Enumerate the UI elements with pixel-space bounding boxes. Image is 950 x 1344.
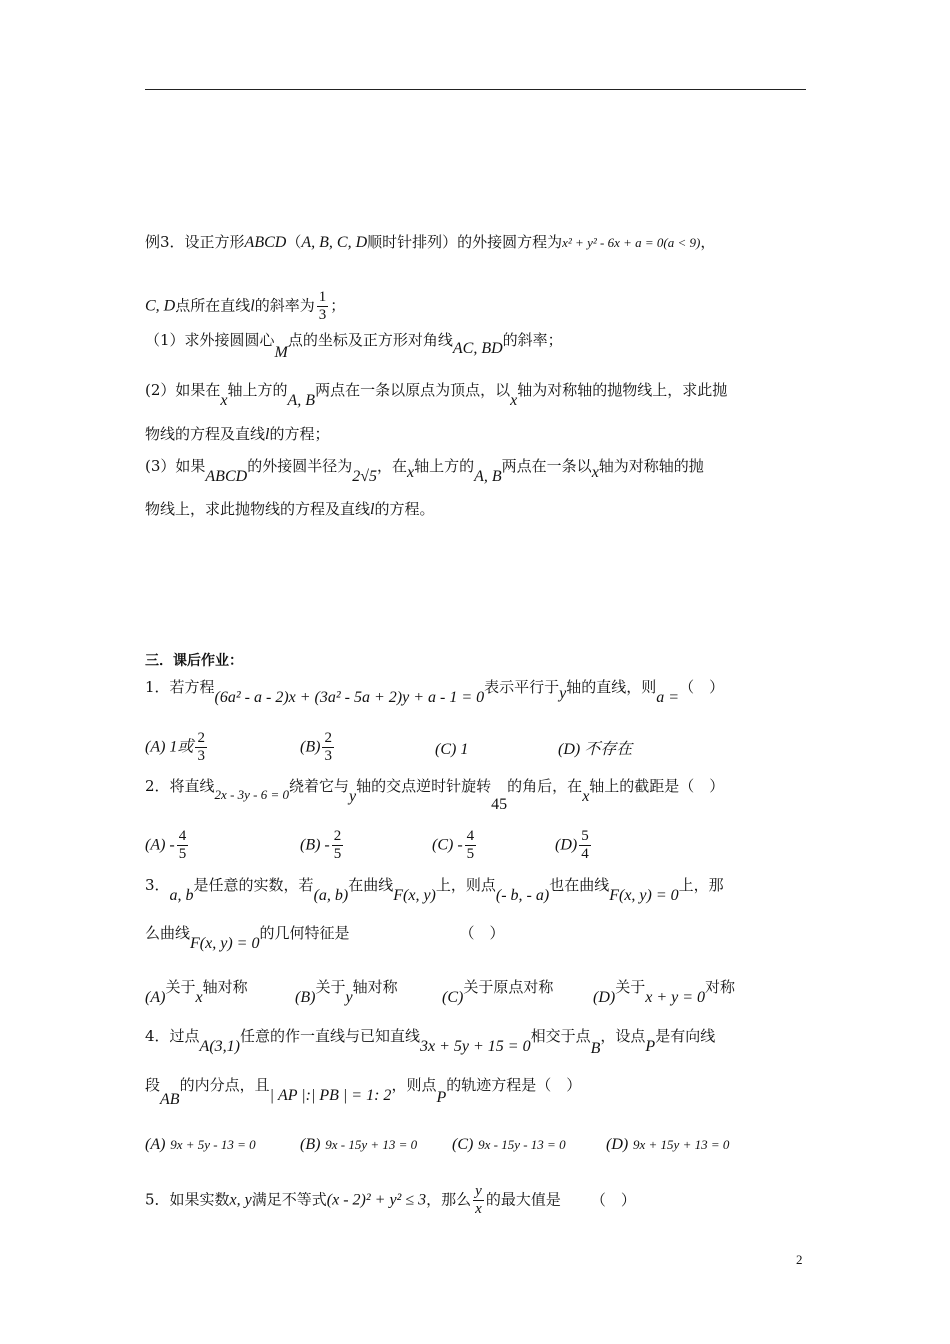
p2-option-c [432,828,478,863]
text: 上，则点 [435,876,496,894]
text: 的斜率为 [254,296,315,315]
page-number: 2 [796,1252,803,1267]
math: y [559,685,567,702]
p1-option-b [300,730,336,765]
label: (D) 不存在 [558,741,633,758]
text: 任意的作一直线与已知直线 [239,1027,420,1045]
example3-q2 [145,379,815,409]
math: A(3,1) [199,1038,240,1055]
p4-option-b [300,1133,417,1156]
math: | AP |:| PB | = 1: 2 [269,1087,392,1104]
text: 关于 [165,978,196,996]
label: (D) [555,836,578,854]
label: (A) - [145,836,175,854]
math: a, b [169,887,194,904]
text: 物线上，求此抛物线的方程及直线 [145,500,371,518]
fraction: $\frac{5}{4}$ [581,828,589,862]
p2-option-a [145,828,190,863]
math: (- b, - a) [495,887,550,904]
text: （ ） [459,924,505,942]
text: ； [330,296,346,315]
math: x + y = 0 [645,989,706,1006]
header-rule [145,89,806,90]
math: a = [656,689,680,706]
math: C, D [145,297,176,315]
text: 么曲线 [145,924,191,942]
math: F(x, y) = 0 [190,935,260,952]
text: 2．将直线 [145,777,215,795]
math: x [591,464,599,481]
text: 5．如果实数 [145,1190,230,1209]
text: 物线的方程及直线 [145,425,266,443]
text: ，则点 [391,1076,437,1094]
p3-option-a [145,976,248,1006]
math: A, B, C, D [301,234,368,251]
text: 点的坐标及正方形对角线 [287,331,453,349]
text: 是有向线 [655,1027,716,1045]
text: 是任意的实数，若 [193,876,314,894]
math: x, y [229,1191,252,1209]
label: (C) 1 [435,741,469,758]
math: 3x + 5y + 15 = 0 [420,1038,531,1055]
problem-5 [145,1183,815,1218]
example3-q3-cont [145,498,815,521]
math: A, B [287,392,316,409]
text: 的最大值是 [485,1190,561,1209]
example3-q1 [145,329,815,361]
text: 两点在一条以原点为顶点，以 [315,381,511,399]
math: ABCD [244,234,287,251]
p3-option-b [295,976,398,1006]
label: (B) [300,1136,321,1153]
text: （1）求外接圆圆心 [145,331,275,349]
p3-option-c [442,976,554,1006]
label: (B) [295,989,316,1006]
label: (C) - [432,836,463,854]
text: 绕着它与 [289,777,350,795]
fraction: $\frac{1}{3}$ [318,289,327,323]
text: 轴上的截距是（ ） [589,777,725,795]
math: x [195,989,203,1006]
math: x [407,464,415,481]
text: 轴为对称轴的抛物线上，求此抛 [517,381,728,399]
text: ，在 [376,457,407,475]
p4-option-c [452,1133,566,1156]
fraction: $\frac{4}{5}$ [466,828,475,862]
text: (3）如果 [145,457,206,475]
text: 也在曲线 [549,876,610,894]
math: 9x + 5y - 13 = 0 [170,1137,256,1152]
text: 的斜率； [502,331,563,349]
fraction: $\frac{2}{3}$ [324,730,332,764]
problem-4 [145,1025,815,1057]
math: l [250,297,255,315]
text: 上，那 [678,876,724,894]
p2-option-b [300,828,345,863]
text: (2）如果在 [145,381,221,399]
text: 4．过点 [145,1027,200,1045]
math: 9x + 15y + 13 = 0 [633,1137,730,1152]
text: 轴的交点逆时针旋转 [356,777,492,795]
math: (6a² - a - 2)x + (3a² - 5a + 2)y + a - 1 = 0 [214,689,485,706]
text: 3． [145,876,170,894]
label: (A) [145,1136,166,1153]
math: F(x, y) [393,887,436,904]
text: 顺时针排列）的外接圆方程为 [367,233,563,251]
problem-4-cont [145,1074,815,1108]
text: 的轨迹方程是（ ） [446,1076,582,1094]
math: x [220,392,228,409]
text: 轴的直线，则 [566,678,657,696]
label: (A) 1或 [145,738,194,756]
math: M [274,344,288,361]
math: F(x, y) = 0 [609,887,679,904]
text: 关于原点对称 [463,978,554,996]
problem-3-cont [145,922,815,952]
math: AB [160,1091,180,1108]
p4-option-a [145,1133,256,1156]
text: 轴对称 [352,978,398,996]
problem-1 [145,676,815,706]
text: ，那么 [426,1190,472,1209]
text: 的方程； [269,425,330,443]
label: (A) [145,989,166,1006]
text: 1．若方程 [145,678,215,696]
math: (a, b) [313,887,349,904]
text: 轴上方的 [414,457,475,475]
text: 段 [145,1076,161,1094]
text: 轴为对称轴的抛 [598,457,704,475]
text: 轴对称 [202,978,248,996]
label: (D) [593,989,616,1006]
fraction: $\frac{y}{x}$ [475,1183,482,1217]
p1-option-a [145,730,209,765]
text: 的角后，在 [507,777,583,795]
label: (B) - [300,836,330,854]
math: (x - 2)² + y² ≤ 3 [326,1191,427,1209]
math: AC, BD [452,340,503,357]
math: 2√5 [352,468,377,485]
math: y [345,989,353,1006]
math: l [370,501,375,518]
text: （ ） [590,1190,636,1209]
text: （ ） [679,678,725,696]
text: ，设点 [600,1027,646,1045]
label: (C) [452,1136,474,1153]
math: 9x - 15y + 13 = 0 [325,1137,418,1152]
math: B [590,1040,601,1057]
text: 点所在直线 [175,296,251,315]
text: 关于 [315,978,346,996]
math: P [645,1038,656,1055]
math: x [582,788,590,805]
text: 例3．设正方形 [145,233,245,251]
section-title: 三．课后作业： [145,653,243,669]
label: (C) [442,989,464,1006]
text: 轴上方的 [227,381,288,399]
text: 表示平行于 [484,678,560,696]
math: 9x - 15y - 13 = 0 [478,1137,566,1152]
p4-option-d [606,1133,729,1156]
p1-option-d [558,738,632,761]
text: （ [286,233,302,251]
problem-2 [145,775,815,813]
text: 关于 [615,978,646,996]
math: x² + y² - 6x + a = 0(a < 9) [562,235,701,250]
math: ABCD [205,468,248,485]
text: 的外接圆半径为 [247,457,353,475]
text: 的内分点，且 [179,1076,270,1094]
example3-line-2 [145,289,815,324]
math: 45 [491,796,508,813]
math: 2x - 3y - 6 = 0 [214,787,290,802]
text: 的方程。 [374,500,435,518]
p2-option-d [555,828,593,863]
math: l [265,426,270,443]
text: 满足不等式 [251,1190,327,1209]
p3-option-d [593,976,736,1006]
fraction: $\frac{2}{5}$ [333,828,342,862]
fraction: $\frac{2}{3}$ [197,730,205,764]
text: 相交于点 [530,1027,591,1045]
example3-line-1 [145,231,815,254]
p1-option-c [435,738,468,761]
text: ， [700,233,716,251]
math: A, B [474,468,502,485]
text: 的几何特征是 [259,924,350,942]
example3-q3 [145,455,815,485]
text: 对称 [705,978,736,996]
math: x [510,392,518,409]
label: (D) [606,1136,629,1153]
problem-3 [145,874,815,904]
math: y [349,788,357,805]
text: 两点在一条以 [501,457,592,475]
text: 在曲线 [348,876,394,894]
fraction: $\frac{4}{5}$ [178,828,187,862]
label: (B) [300,738,321,756]
math: P [436,1089,447,1106]
example3-q2-cont [145,423,815,446]
